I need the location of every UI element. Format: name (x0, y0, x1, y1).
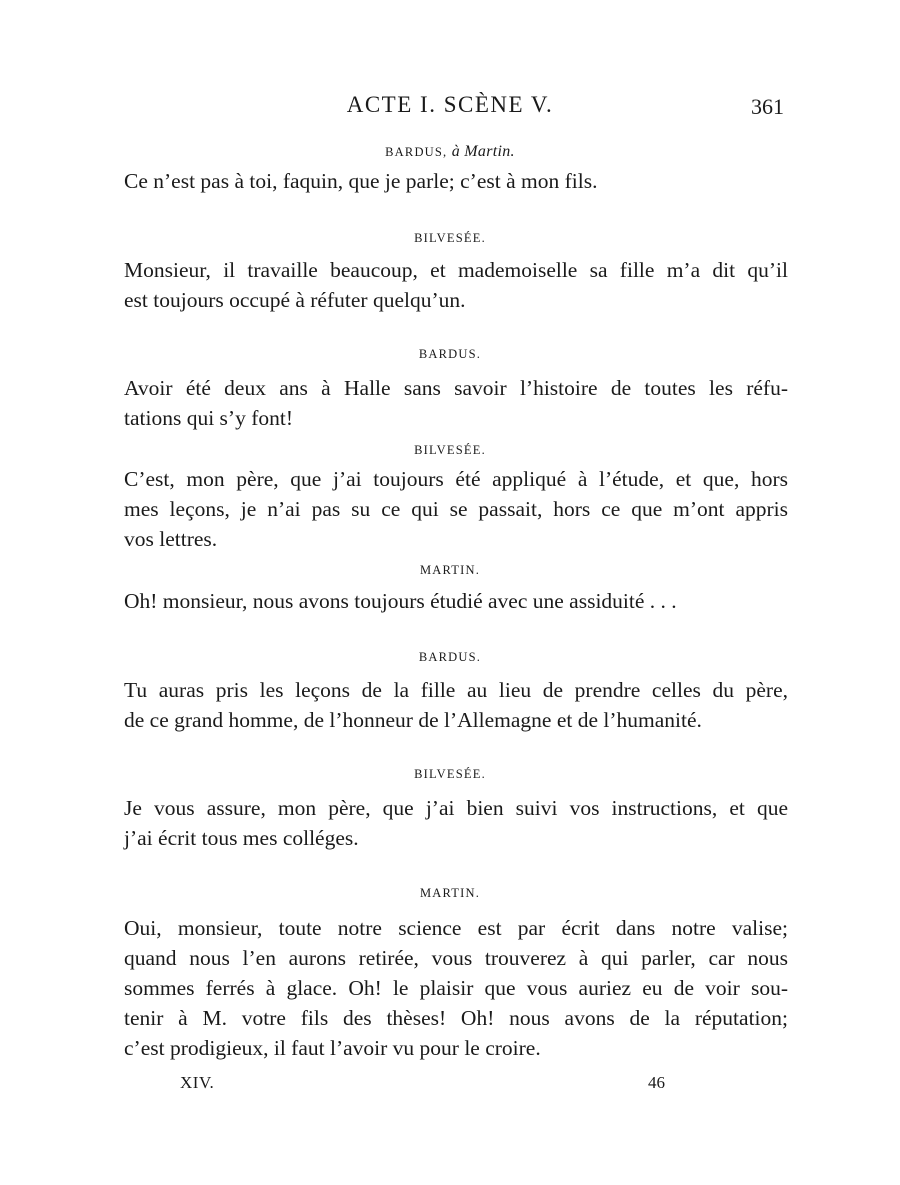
speech-line: j’ai écrit tous mes colléges. (124, 826, 359, 850)
speech-line: est toujours occupé à réfuter quelqu’un. (124, 288, 466, 312)
speech (124, 793, 788, 853)
speech-line: Oh! monsieur, nous avons toujours étudié avec une assiduité . . . (124, 589, 677, 613)
speech (124, 586, 788, 616)
sheet-number: 46 (648, 1073, 665, 1092)
speech-line: C’est, mon père, que j’ai toujours été appliqué à l’étude, et que, hors (124, 467, 788, 491)
speaker-name: BARDUS. (418, 347, 482, 361)
speech (124, 166, 788, 196)
speech (124, 373, 788, 433)
speech-line: c’est prodigieux, il faut l’avoir vu pour le croire. (124, 1036, 541, 1060)
speech (124, 913, 788, 1063)
speech-line: sommes ferrés à glace. Oh! le plaisir que vous auriez eu de voir sou- (124, 976, 788, 1000)
speaker-name: BARDUS, (385, 145, 448, 159)
page-number: 361 (751, 94, 784, 119)
speech-line: Tu auras pris les leçons de la fille au lieu de prendre celles du père, (124, 678, 788, 702)
speaker-name: BILVESÉE. (414, 443, 486, 457)
speaker-name: BILVESÉE. (414, 767, 486, 781)
speaker-name: MARTIN. (419, 886, 481, 900)
speaker-name: BARDUS. (418, 650, 482, 664)
speaker-heading (0, 767, 900, 782)
speech-line: mes leçons, je n’ai pas su ce qui se passait, hors ce que m’ont appris (124, 497, 788, 521)
speaker-heading (0, 347, 900, 362)
speaker-heading (0, 443, 900, 458)
speaker-heading (0, 231, 900, 246)
speech-line: tations qui s’y font! (124, 406, 293, 430)
speaker-heading (0, 650, 900, 665)
stage-direction: à Martin. (451, 143, 515, 160)
speech-line: tenir à M. votre fils des thèses! Oh! nous avons de la réputation; (124, 1006, 788, 1030)
speaker-heading (0, 143, 900, 161)
speech-line: de ce grand homme, de l’honneur de l’Allemagne et de l’humanité. (124, 708, 702, 732)
speaker-heading (0, 886, 900, 901)
running-title: ACTE I. SCÈNE V. (346, 92, 554, 117)
speech-line: quand nous l’en aurons retirée, vous trouverez à qui parler, car nous (124, 946, 788, 970)
speaker-name: BILVESÉE. (414, 231, 486, 245)
speech-line: Ce n’est pas à toi, faquin, que je parle; c’est à mon fils. (124, 169, 598, 193)
speech-line: Avoir été deux ans à Halle sans savoir l’histoire de toutes les réfu- (124, 376, 788, 400)
speech-line: Je vous assure, mon père, que j’ai bien suivi vos instructions, et que (124, 796, 788, 820)
speech (124, 255, 788, 315)
speaker-name: MARTIN. (419, 563, 481, 577)
speech-line: Oui, monsieur, toute notre science est par écrit dans notre valise; (124, 916, 788, 940)
signature-mark: XIV. (180, 1073, 215, 1092)
speech (124, 675, 788, 735)
speech (124, 464, 788, 554)
running-head (0, 92, 900, 122)
speaker-heading (0, 563, 900, 578)
speech-line: vos lettres. (124, 527, 218, 551)
speech-line: Monsieur, il travaille beaucoup, et mademoiselle sa fille m’a dit qu’il (124, 258, 788, 282)
